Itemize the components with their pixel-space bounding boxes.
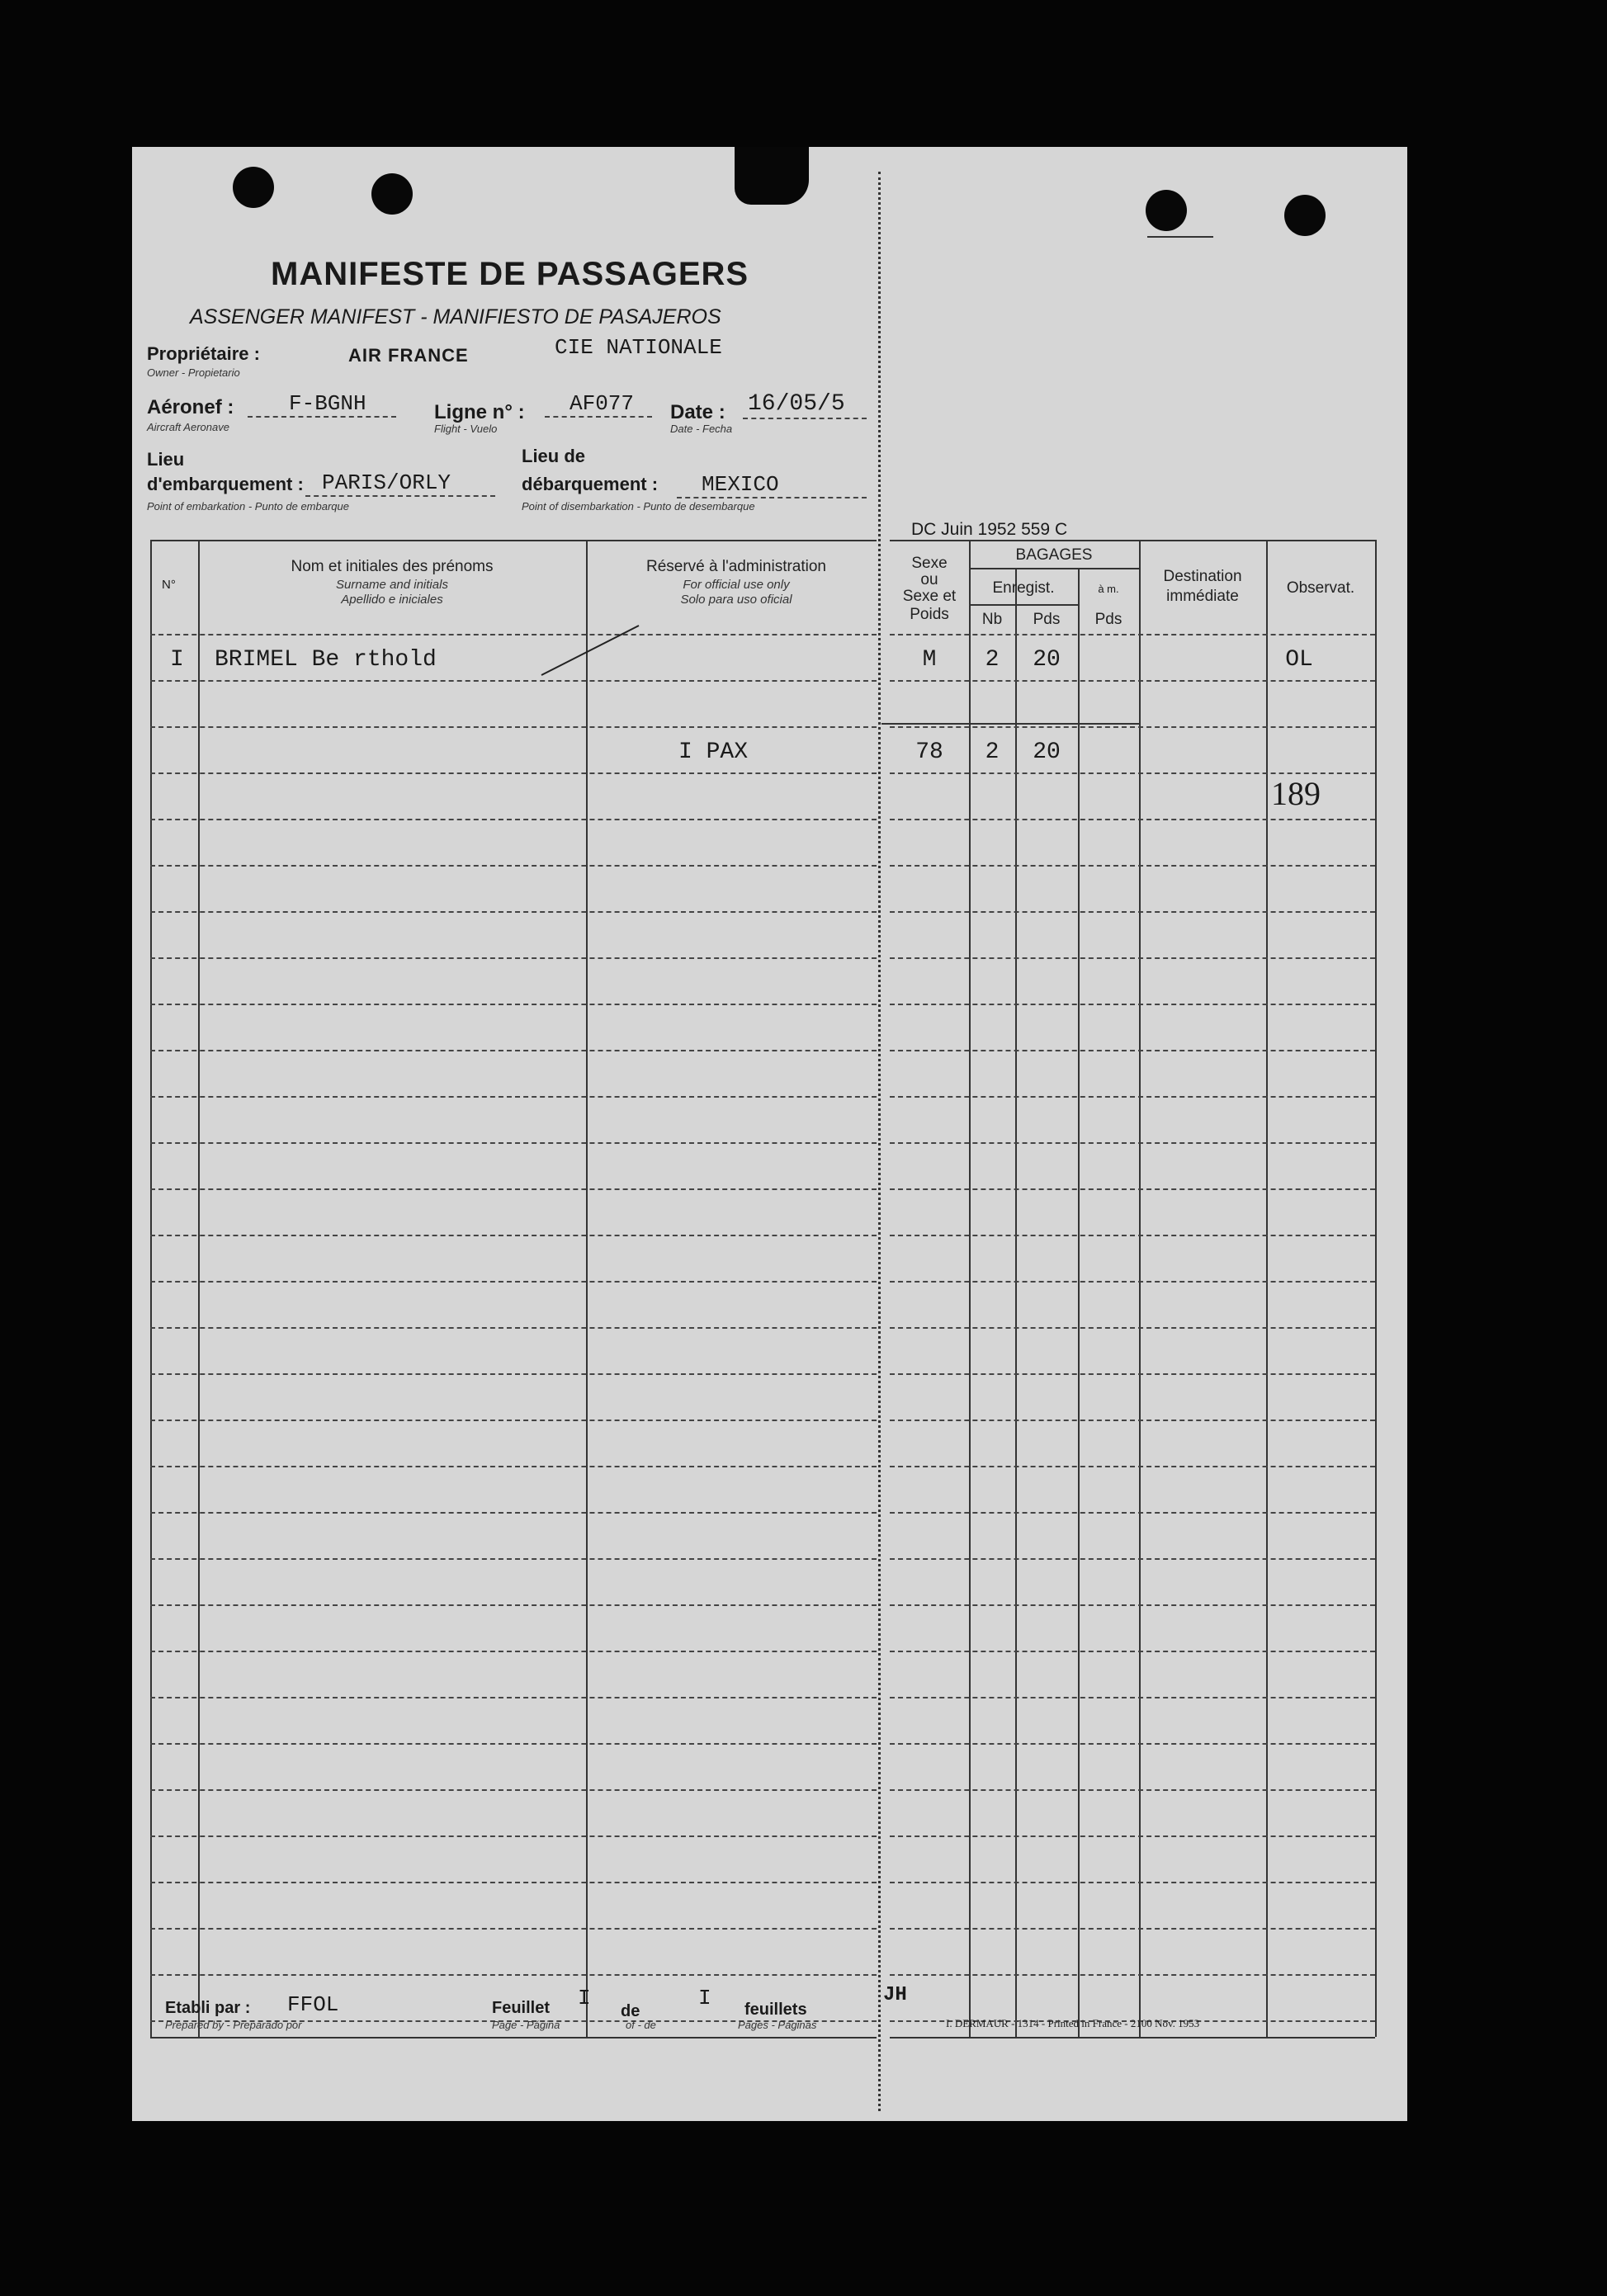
table-top-border <box>150 540 877 541</box>
totals-nb: 2 <box>985 739 1000 765</box>
prepared-label: Etabli par : <box>165 1999 251 2017</box>
disembark-label-line1: Lieu de <box>522 446 586 466</box>
flight-value: AF077 <box>570 391 635 416</box>
row-num: I <box>170 647 184 673</box>
row-rule <box>890 1789 1375 1791</box>
row-rule <box>150 726 877 728</box>
of-value: I <box>698 1986 711 2010</box>
row-rule <box>890 680 1375 682</box>
row-rule <box>150 1096 877 1098</box>
row-rule <box>150 1466 877 1467</box>
row-rule <box>150 1142 877 1144</box>
row-rule <box>150 1558 877 1560</box>
row-rule <box>890 1835 1375 1837</box>
row-rule <box>890 1096 1375 1098</box>
row-rule <box>890 1604 1375 1606</box>
col-destination-line1: Destination <box>1163 568 1242 585</box>
prepared-value: FFOL <box>287 1992 339 2017</box>
row-pds: 20 <box>1033 647 1061 673</box>
sheet-value: I <box>578 1986 591 2010</box>
date-value: 16/05/5 <box>748 391 845 417</box>
initials-stamp: JH <box>883 1984 907 2006</box>
row-rule <box>150 1004 877 1005</box>
owner-sublabel: Owner - Propietario <box>147 366 240 379</box>
embark-value: PARIS/ORLY <box>322 470 451 495</box>
col-sexe-line1: Sexe <box>911 555 948 572</box>
row-rule <box>150 1882 877 1883</box>
col-reserved-en: For official use only <box>683 578 790 592</box>
col-sexe-line4: Poids <box>910 606 949 623</box>
row-observ: OL <box>1285 647 1313 673</box>
col-reserved-header: Réservé à l'administration <box>646 558 826 575</box>
sheets-sublabel: Pages - Páginas <box>738 2019 817 2031</box>
aircraft-value: F-BGNH <box>289 391 366 416</box>
perforation-line <box>878 172 881 2111</box>
row-rule <box>890 634 1375 635</box>
disembark-sublabel: Point of disembarkation - Punto de desembarque <box>522 500 755 513</box>
row-rule <box>150 1604 877 1606</box>
date-label: Date : <box>670 401 726 423</box>
row-rule <box>890 1235 1375 1236</box>
col-nb-header: Nb <box>981 611 1003 628</box>
sheet-label: Feuillet <box>492 1999 551 2017</box>
row-nb: 2 <box>985 647 1000 673</box>
row-rule <box>890 1974 1375 1976</box>
totals-pds: 20 <box>1033 739 1061 765</box>
form-code: DC Juin 1952 559 C <box>911 520 1068 539</box>
row-rule <box>150 957 877 959</box>
col-sexe-line2: ou <box>920 571 938 588</box>
row-rule <box>890 1004 1375 1005</box>
row-rule <box>150 1651 877 1652</box>
embark-label-line1: Lieu <box>147 449 185 470</box>
passenger-name: BRIMEL Be rthold <box>215 647 437 673</box>
page-subtitle: ASSENGER MANIFEST - MANIFIESTO DE PASAJEROS <box>190 305 721 328</box>
flight-sublabel: Flight - Vuelo <box>434 423 498 435</box>
row-rule <box>150 1235 877 1236</box>
totals-separator <box>881 723 1139 725</box>
of-sublabel: of - de <box>626 2019 656 2031</box>
totals-weight: 78 <box>915 739 943 765</box>
row-rule <box>150 1373 877 1375</box>
corner-mark <box>1147 236 1213 238</box>
stamp-number: 189 <box>1271 775 1321 812</box>
row-rule <box>150 1743 877 1745</box>
row-rule <box>150 911 877 913</box>
row-rule <box>890 1188 1375 1190</box>
punch-hole <box>233 167 274 208</box>
disembark-label-line2: débarquement : <box>522 474 659 494</box>
disembark-value: MEXICO <box>702 472 779 497</box>
row-rule <box>890 1420 1375 1421</box>
col-sexe-line3: Sexe et <box>902 588 957 605</box>
row-rule <box>890 1050 1375 1051</box>
flight-label: Ligne n° : <box>434 401 525 423</box>
aircraft-label: Aéronef : <box>147 396 234 418</box>
row-rule <box>150 1697 877 1698</box>
col-reserved-es: Solo para uso oficial <box>680 593 792 607</box>
col-num-header: N° <box>162 578 176 592</box>
owner-label: Propriétaire : <box>147 343 260 364</box>
row-rule <box>150 1281 877 1283</box>
col-name-header: Nom et initiales des prénoms <box>291 558 494 575</box>
row-sex: M <box>922 647 937 673</box>
row-rule <box>150 1420 877 1421</box>
row-rule <box>890 911 1375 913</box>
printer-credit: I. DERMAUR - 1314 - Printed in France - 2100 Nov. 1953 <box>946 2017 1200 2029</box>
row-rule <box>890 1373 1375 1375</box>
punch-hole <box>1146 190 1187 231</box>
col-observ-header: Observat. <box>1286 579 1355 597</box>
punch-hole <box>1284 195 1326 236</box>
page-title: MANIFESTE DE PASSAGERS <box>271 256 749 292</box>
row-rule <box>150 1835 877 1837</box>
row-rule <box>890 1558 1375 1560</box>
row-rule <box>150 634 877 635</box>
embark-sublabel: Point of embarkation - Punto de embarque <box>147 500 349 513</box>
row-rule <box>150 1928 877 1930</box>
row-rule <box>150 1789 877 1791</box>
row-rule <box>890 1697 1375 1698</box>
row-rule <box>890 1281 1375 1283</box>
row-rule <box>150 865 877 867</box>
row-rule <box>150 1974 877 1976</box>
totals-label: I PAX <box>678 739 749 765</box>
row-rule <box>150 1512 877 1514</box>
col-enregist-header: Enregist. <box>992 579 1055 597</box>
col-name-en: Surname and initials <box>336 578 448 592</box>
official-slash-mark <box>536 622 644 680</box>
row-rule <box>890 819 1375 820</box>
company-stamp: CIE NATIONALE <box>555 335 722 360</box>
row-rule <box>150 680 877 682</box>
row-rule <box>150 1327 877 1329</box>
row-rule <box>890 1928 1375 1930</box>
col-pds2-header: Pds <box>1094 611 1123 628</box>
row-rule <box>890 1882 1375 1883</box>
prepared-sublabel: Prepared by - Preparado por <box>165 2019 302 2031</box>
date-sublabel: Date - Fecha <box>670 423 733 435</box>
sheets-label: feuillets <box>744 2001 807 2019</box>
row-rule <box>890 1512 1375 1514</box>
row-rule <box>150 1188 877 1190</box>
row-rule <box>890 1466 1375 1467</box>
row-rule <box>890 1743 1375 1745</box>
row-rule <box>150 772 877 774</box>
sheet-sublabel: Page - Página <box>492 2019 560 2031</box>
row-rule <box>890 726 1375 728</box>
row-rule <box>890 957 1375 959</box>
row-rule <box>890 1651 1375 1652</box>
aircraft-sublabel: Aircraft Aeronave <box>147 421 229 433</box>
row-rule <box>890 1142 1375 1144</box>
torn-notch <box>735 147 809 205</box>
manifest-sheet <box>132 147 1407 2121</box>
row-rule <box>890 1327 1375 1329</box>
row-rule <box>150 819 877 820</box>
col-bagages-header: BAGAGES <box>1015 546 1093 564</box>
row-rule <box>150 1050 877 1051</box>
col-pds-header: Pds <box>1033 611 1061 628</box>
footer-border <box>150 2037 877 2039</box>
row-rule <box>890 865 1375 867</box>
col-destination-line2: immédiate <box>1166 588 1239 605</box>
of-label: de <box>621 2002 640 2020</box>
owner-value: AIR FRANCE <box>348 345 469 366</box>
col-main-header: à m. <box>1098 583 1119 595</box>
punch-hole <box>371 173 413 215</box>
col-name-es: Apellido e iniciales <box>341 593 443 607</box>
embark-label-line2: d'embarquement : <box>147 474 304 494</box>
